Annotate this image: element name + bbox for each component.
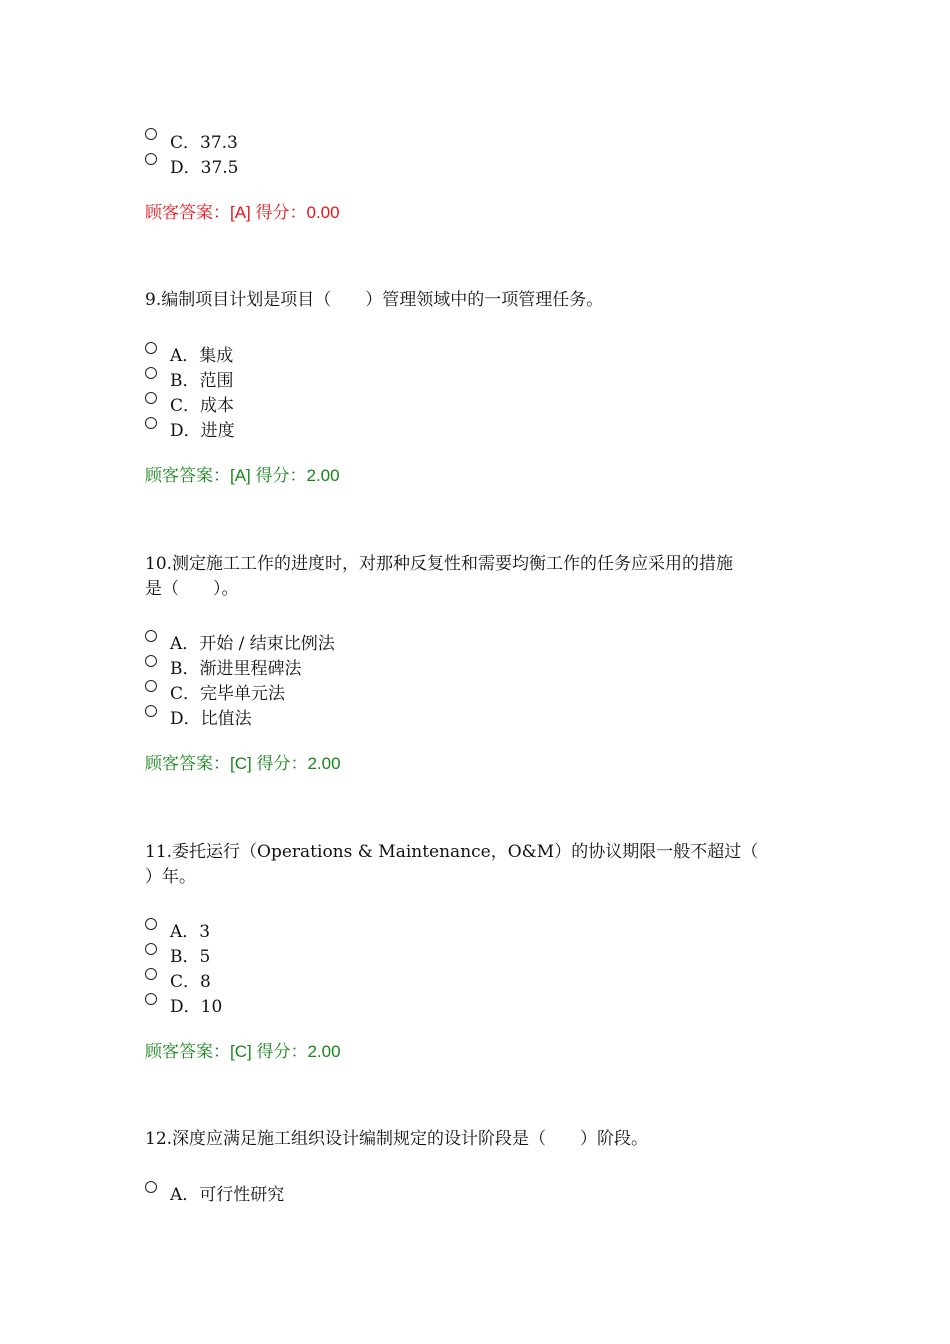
radio-option-c[interactable] xyxy=(145,968,157,980)
radio-option-a[interactable] xyxy=(145,918,157,930)
option-label: D．37.5 xyxy=(170,158,239,178)
customer-answer-score: 顾客答案：[A] 得分：2.00 xyxy=(145,466,340,485)
radio-option-d[interactable] xyxy=(145,993,157,1005)
option-label: A．开始 / 结束比例法 xyxy=(170,634,335,654)
option-label: C．37.3 xyxy=(170,133,238,153)
option-label: B．渐进里程碑法 xyxy=(170,659,302,679)
radio-option-a[interactable] xyxy=(145,630,157,642)
option-label: A．可行性研究 xyxy=(170,1185,285,1205)
question-10-text-line2: 是（ ）。 xyxy=(145,579,239,599)
option-label: D．进度 xyxy=(170,421,235,441)
radio-option-c[interactable] xyxy=(145,680,157,692)
radio-option-b[interactable] xyxy=(145,655,157,667)
question-9-text: 9.编制项目计划是项目（ ）管理领域中的一项管理任务。 xyxy=(145,290,604,310)
radio-option-a[interactable] xyxy=(145,1181,157,1193)
option-label: C．8 xyxy=(170,972,211,992)
customer-answer-score: 顾客答案：[A] 得分：0.00 xyxy=(145,203,340,222)
option-label: B．5 xyxy=(170,947,211,967)
option-label: C．完毕单元法 xyxy=(170,684,286,704)
radio-option-a[interactable] xyxy=(145,342,157,354)
question-12-text: 12.深度应满足施工组织设计编制规定的设计阶段是（ ）阶段。 xyxy=(145,1129,649,1149)
radio-option-c[interactable] xyxy=(145,128,157,140)
radio-option-d[interactable] xyxy=(145,417,157,429)
option-label: A．集成 xyxy=(170,346,234,366)
question-10-text-line1: 10.测定施工工作的进度时，对那种反复性和需要均衡工作的任务应采用的措施 xyxy=(145,554,734,574)
option-label: C．成本 xyxy=(170,396,235,416)
radio-option-b[interactable] xyxy=(145,943,157,955)
radio-option-b[interactable] xyxy=(145,367,157,379)
radio-option-d[interactable] xyxy=(145,705,157,717)
question-11-text-line2: ）年。 xyxy=(145,867,196,887)
option-label: D．比值法 xyxy=(170,709,252,729)
radio-option-c[interactable] xyxy=(145,392,157,404)
option-label: A．3 xyxy=(170,922,211,942)
radio-option-d[interactable] xyxy=(145,153,157,165)
option-label: D．10 xyxy=(170,997,223,1017)
customer-answer-score: 顾客答案：[C] 得分：2.00 xyxy=(145,754,341,773)
customer-answer-score: 顾客答案：[C] 得分：2.00 xyxy=(145,1042,341,1061)
question-11-text-line1: 11.委托运行（Operations & Maintenance，O&M）的协议期限一般不超过（ xyxy=(145,842,759,862)
option-label: B．范围 xyxy=(170,371,234,391)
